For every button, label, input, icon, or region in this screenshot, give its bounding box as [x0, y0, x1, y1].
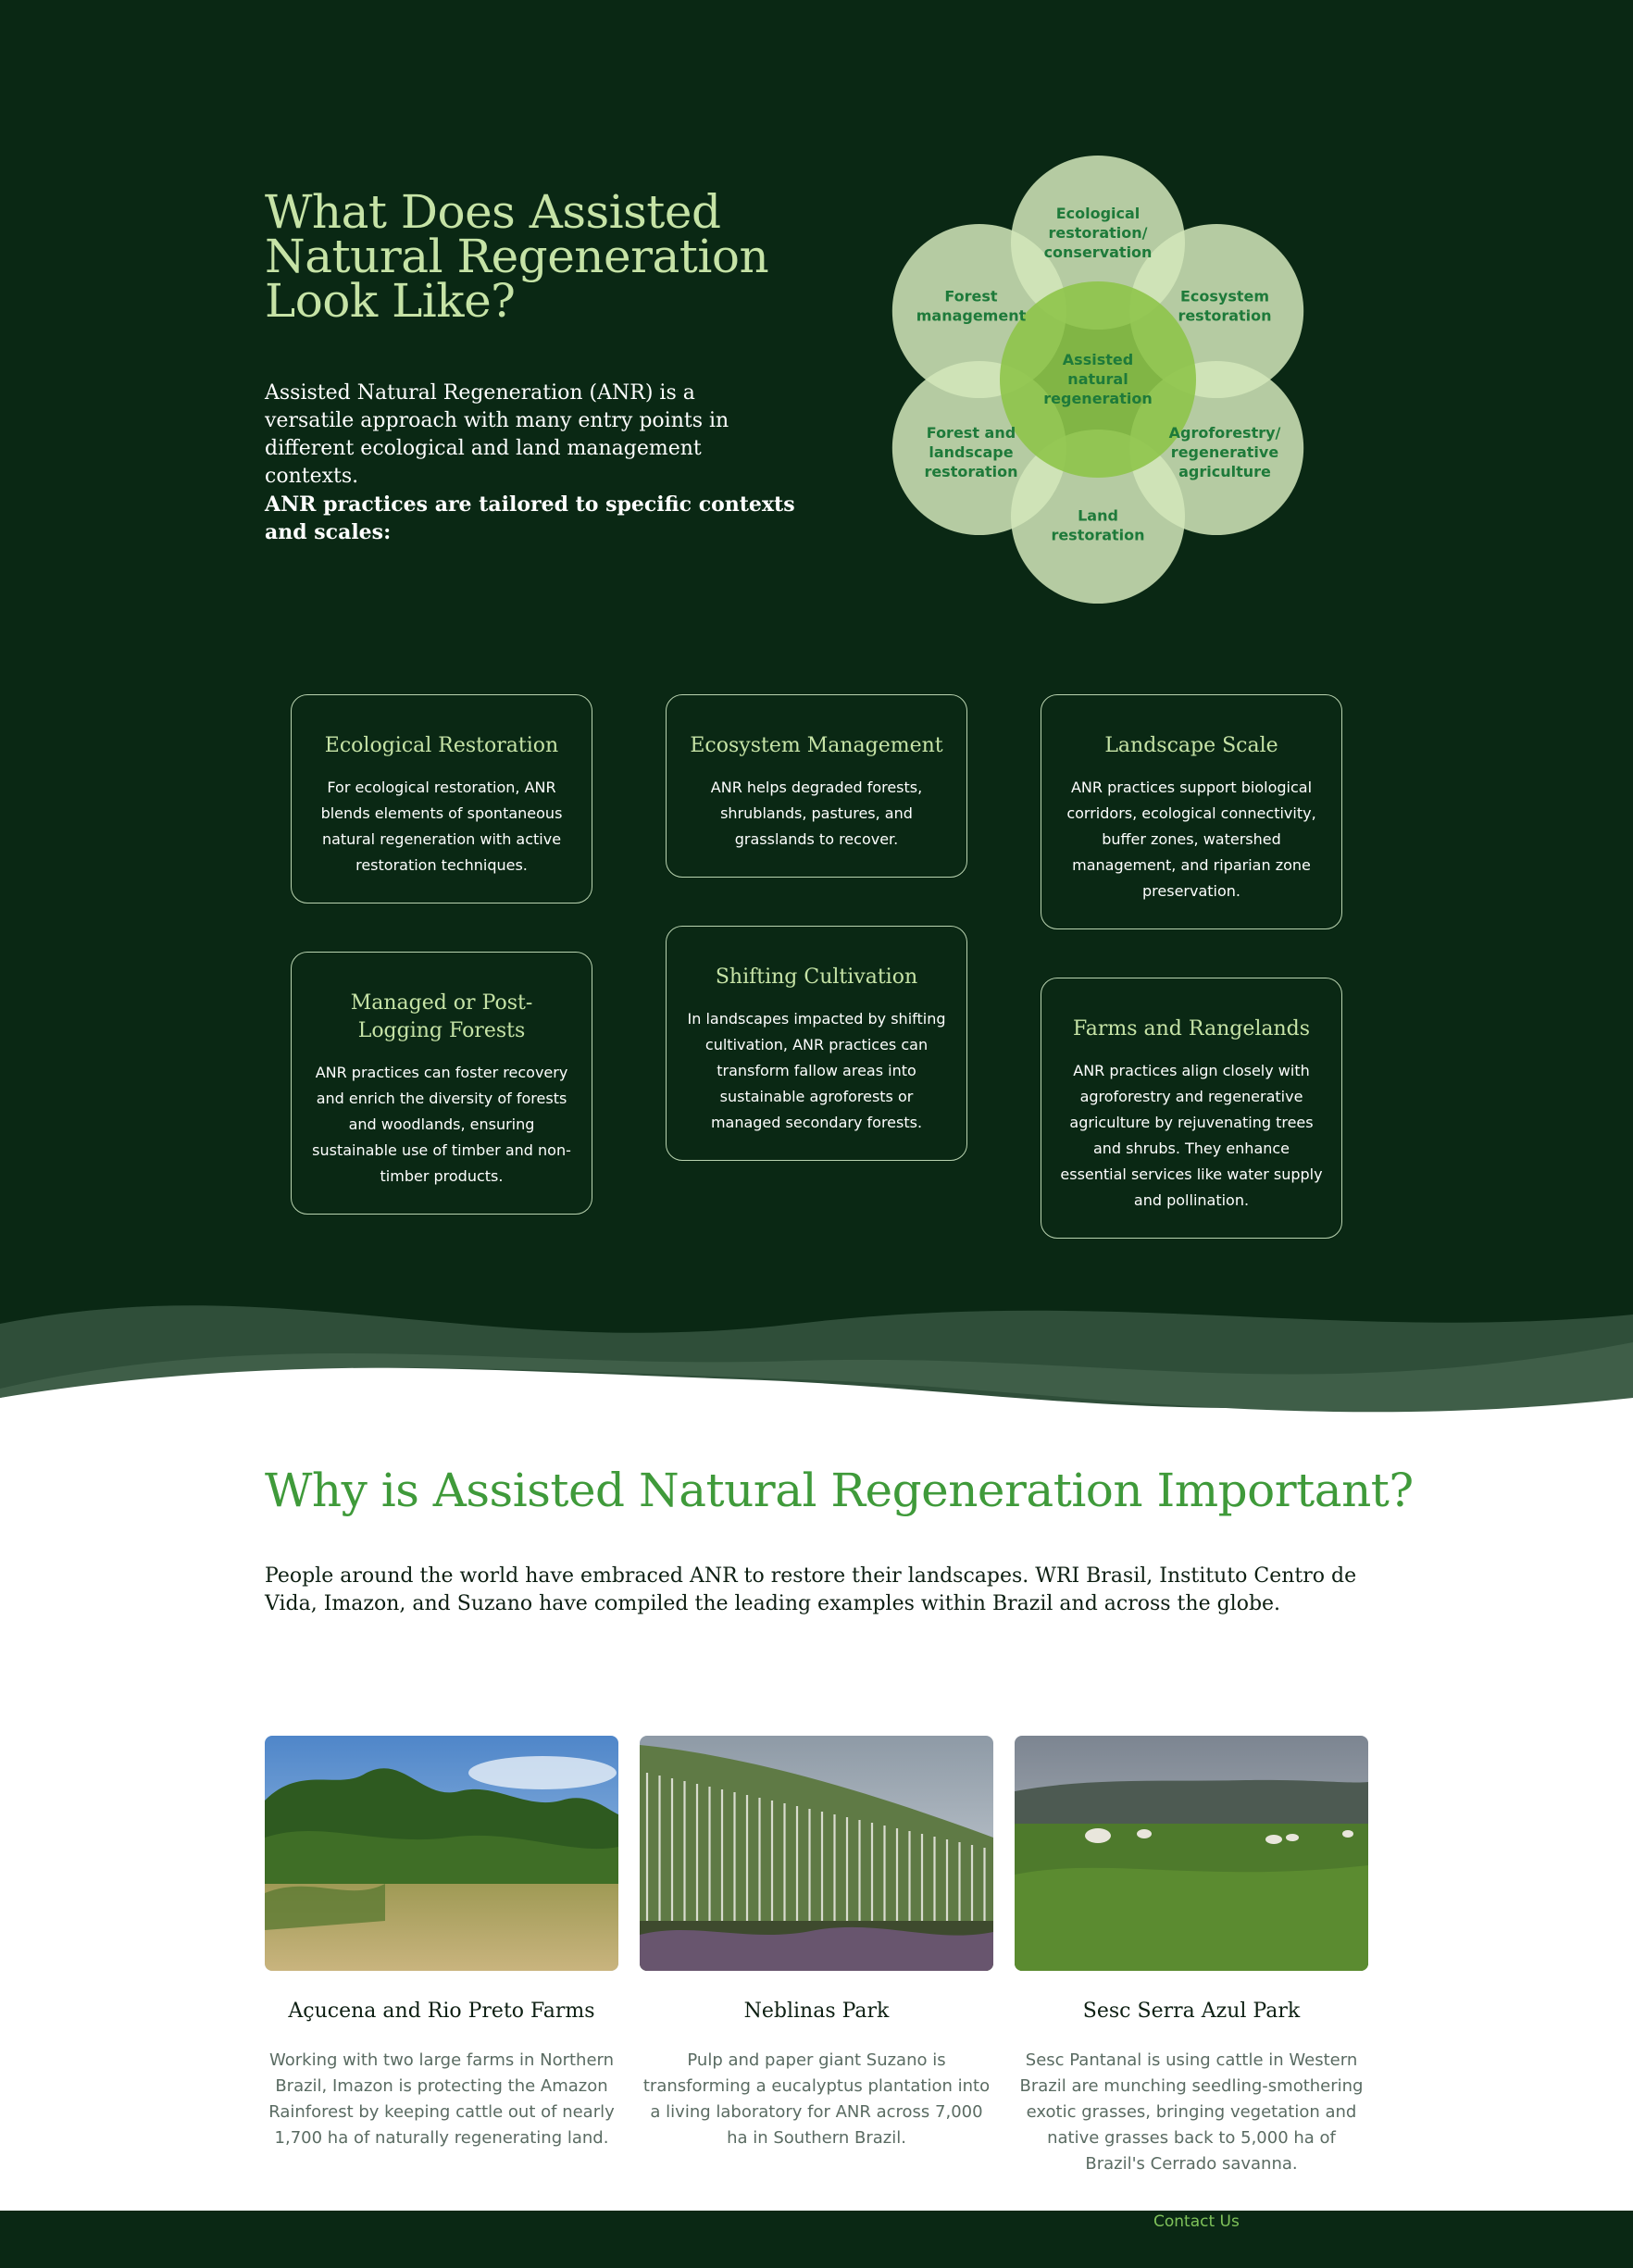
diagram-petal-label: Ecological restoration/ conservation [1043, 204, 1153, 261]
diagram-petal-label: Forest and landscape restoration [924, 424, 1018, 481]
diagram-petal-label: Land restoration [1051, 506, 1145, 544]
card-shifting-cultivation [666, 926, 967, 1161]
why-paragraph: People around the world have embraced ANR to restore their landscapes. WRI Brasil, Instituto Centro de Vida, Imazon, and Suzano have compiled the leading examples within Brazil and across the globe. [265, 1564, 1357, 1615]
example-title: Neblinas Park [743, 2000, 890, 2023]
diagram-petal-label: Forest management [916, 287, 1027, 325]
page-title: What Does Assisted Natural Regeneration Look Like? [265, 185, 769, 328]
example-body: Sesc Pantanal is using cattle in Western Brazil are munching seedling-smothering exotic grasses, bringing vegetation and native grasses back to 5,000 ha of Brazil's Cerrado savanna. [1019, 2050, 1364, 2174]
card-body: In landscapes impacted by shifting cultivation, ANR practices can transform fallow areas into sustainable agroforests or managed secondary forests. [687, 1010, 946, 1131]
card-title: Ecosystem Management [690, 734, 943, 757]
card-title: Shifting Cultivation [715, 966, 918, 989]
why-heading: Why is Assisted Natural Regeneration Important? [265, 1464, 1414, 1517]
example-body: Pulp and paper giant Suzano is transforming a eucalyptus plantation into a living laboratory for ANR across 7,000 ha in Southern Brazil. [642, 2050, 991, 2148]
card-title: Ecological Restoration [324, 734, 559, 757]
card-title: Farms and Rangelands [1072, 1017, 1311, 1041]
sesc-serra-azul-photo [1015, 1736, 1368, 1971]
diagram-petal-label: Ecosystem restoration [1178, 287, 1272, 325]
diagram-center-label: Assisted natural regeneration [1043, 351, 1153, 407]
example-title: Açucena and Rio Preto Farms [288, 2000, 595, 2023]
card-body: ANR practices align closely with agroforestry and regenerative agriculture by rejuvenating trees and shrubs. They enhance essential services like water supply and pollination. [1060, 1062, 1323, 1209]
card-managed-forests [291, 952, 592, 1215]
card-body: ANR practices support biological corridors, ecological connectivity, buffer zones, watershed management, and riparian zone preservation. [1066, 779, 1316, 900]
card-title: Managed or Post-Logging Forests [350, 991, 533, 1042]
card-title: Landscape Scale [1104, 734, 1278, 757]
card-ecological-restoration [291, 694, 592, 903]
neblinas-park-photo [640, 1736, 993, 1971]
diagram-petal-label: Agroforestry/ regenerative agriculture [1168, 424, 1281, 481]
card-landscape-scale [1041, 694, 1342, 929]
card-ecosystem-management [666, 694, 967, 878]
card-body: ANR practices can foster recovery and enrich the diversity of forests and woodlands, ensuring sustainable use of timber and non-timber products. [312, 1064, 571, 1185]
anr-entry-points-diagram [861, 139, 1342, 629]
intro-bold-text: ANR practices are tailored to specific contexts and scales: [265, 492, 795, 544]
intro-text: Assisted Natural Regeneration (ANR) is a versatile approach with many entry points in different ecological and land management contexts. [265, 381, 729, 488]
acucena-farm-photo [265, 1736, 618, 1971]
card-farms-rangelands [1041, 978, 1342, 1239]
example-body: Working with two large farms in Northern Brazil, Imazon is protecting the Amazon Rainforest by keeping cattle out of nearly 1,700 ha of naturally regenerating land. [268, 2050, 615, 2148]
card-body: ANR helps degraded forests, shrublands, pastures, and grasslands to recover. [710, 779, 923, 848]
example-title: Sesc Serra Azul Park [1082, 2000, 1301, 2023]
wave-divider [0, 1287, 1633, 1453]
footer [0, 2211, 1633, 2268]
card-body: For ecological restoration, ANR blends elements of spontaneous natural regeneration with active restoration techniques. [320, 779, 563, 874]
contact-us-link[interactable]: Contact Us [1153, 2212, 1240, 2231]
